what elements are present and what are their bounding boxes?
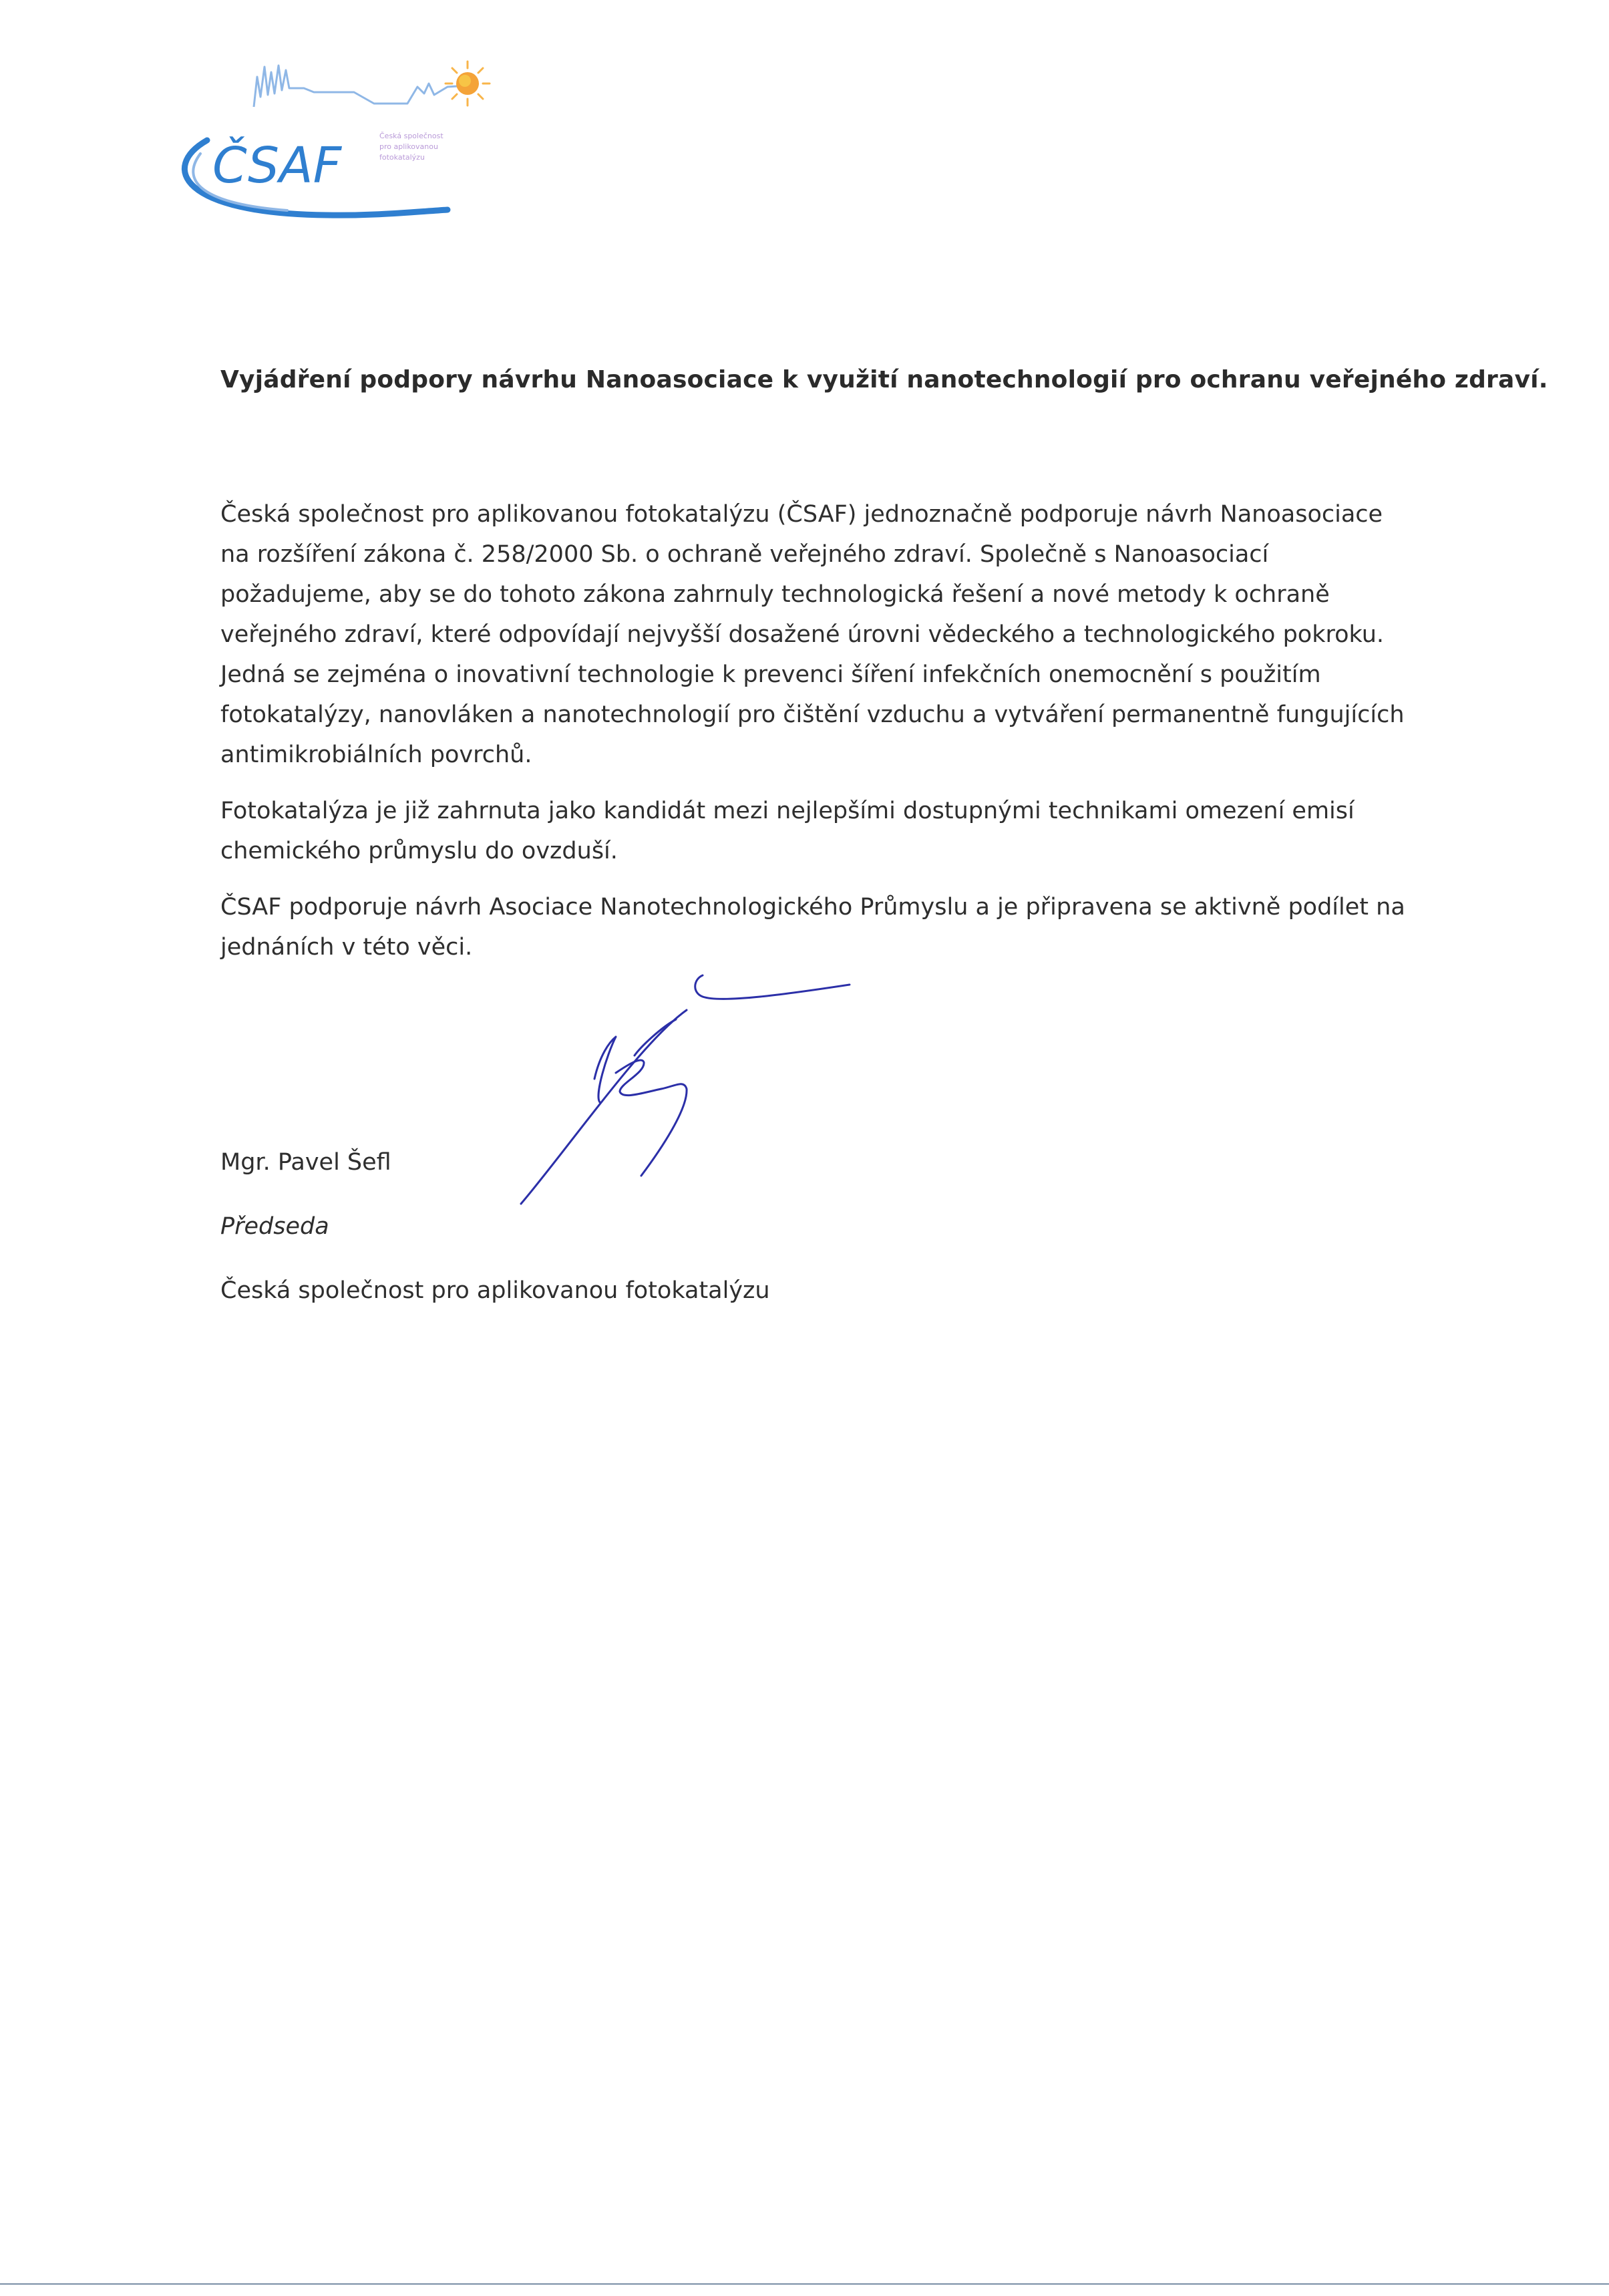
document-title: Vyjádření podpory návrhu Nanoasociace k využití nanotechnologií pro ochranu veřejného zdraví. (220, 366, 1548, 393)
document-body (220, 494, 1416, 983)
logo-wordmark: ČSAF (212, 137, 342, 194)
logo-tagline-line-3: fotokatalýzu (379, 153, 425, 162)
logo-tagline-line-2: pro aplikovanou (379, 142, 438, 151)
sun-icon (445, 61, 490, 106)
signatory-name: Mgr. Pavel Šefl (220, 1149, 391, 1176)
csaf-logo-graphic (154, 47, 501, 227)
paragraph-1 (220, 494, 1416, 775)
paragraph-line: chemického průmyslu do ovzduší. (220, 838, 618, 864)
handwritten-signature (441, 955, 868, 1222)
paragraph-line: Jedná se zejména o inovativní technologie k prevenci šíření infekčních onemocnění s použitím (220, 661, 1321, 688)
paragraph-line: požadujeme, aby se do tohoto zákona zahrnuly technologická řešení a nové metody k ochraně (220, 581, 1330, 608)
paragraph-line: antimikrobiálních povrchů. (220, 742, 532, 768)
signature-graphic (441, 955, 868, 1222)
logo-tagline-line-1: Česká společnost (379, 132, 443, 140)
paragraph-line: Fotokatalýza je již zahrnuta jako kandidát mezi nejlepšími dostupnými technikami omezení emisí (220, 798, 1355, 824)
paragraph-line: veřejného zdraví, které odpovídají nejvyšší dosažené úrovni vědeckého a technologického pokroku. (220, 621, 1385, 648)
signatory-role: Předseda (220, 1213, 329, 1240)
paragraph-line: fotokatalýzy, nanovláken a nanotechnologií pro čištění vzduchu a vytváření permanentně fungujících (220, 701, 1405, 728)
paragraph-2 (220, 791, 1416, 871)
paragraph-line: Česká společnost pro aplikovanou fotokatalýzu (ČSAF) jednoznačně podporuje návrh Nanoasociace (220, 501, 1383, 528)
signatory-organization: Česká společnost pro aplikovanou fotokatalýzu (220, 1277, 770, 1304)
paragraph-line: na rozšíření zákona č. 258/2000 Sb. o ochraně veřejného zdraví. Společně s Nanoasociací (220, 541, 1269, 568)
csaf-logo (154, 47, 501, 227)
paragraph-line: jednáních v této věci. (220, 934, 473, 961)
paragraph-line: ČSAF podporuje návrh Asociace Nanotechnologického Průmyslu a je připravena se aktivně podílet na (220, 894, 1405, 921)
page-bottom-edge (0, 2283, 1609, 2285)
